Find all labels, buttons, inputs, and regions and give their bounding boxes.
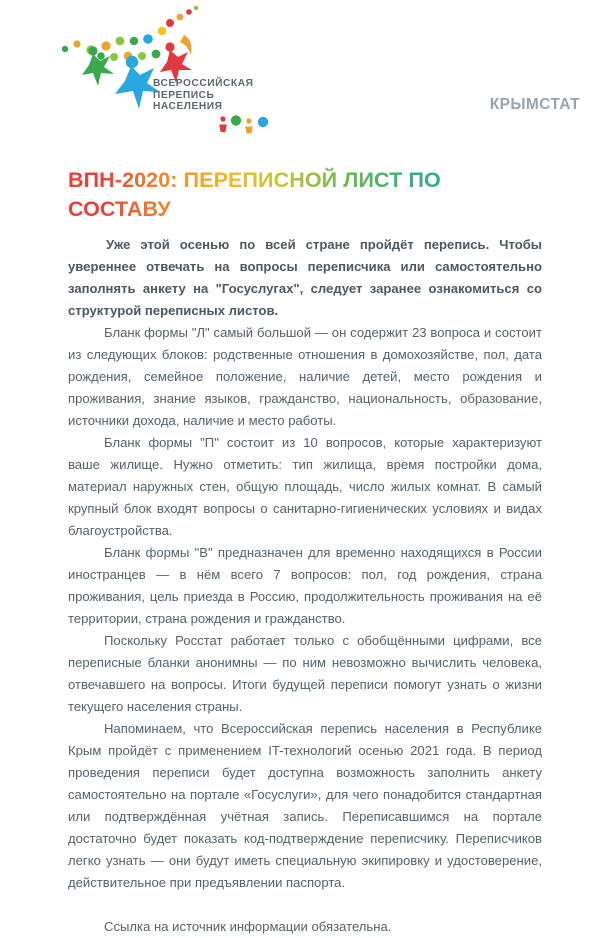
census-logo-graphic xyxy=(44,4,244,144)
year-glyph-2-red xyxy=(219,116,227,132)
logo-wordmark xyxy=(153,78,253,113)
paragraph-lead: Уже этой осенью по всей стране пройдёт перепись. Чтобы увереннее отвечать на вопросы переписчика или самостоятельно заполнять анкету на "Госуслугах", следует заранее ознакомиться со структурой переписных листов. xyxy=(68,237,542,318)
logo-wordmark-line-2: ПЕРЕПИСЬ xyxy=(153,89,215,101)
paragraph-form-v: Бланк формы "В" предназначен для временно находящихся в России иностранцев — в нём всего 7 вопросов: пол, год рождения, страна проживания, цель приезда в Россию, продолжительность проживания на её территории, страна рождения и гражданство. xyxy=(68,545,542,626)
logo-wordmark-line-1: ВСЕРОССИЙСКАЯ xyxy=(153,78,254,89)
year-glyph-0-blue xyxy=(258,117,268,127)
paragraph-form-l: Бланк формы "Л" самый большой — он содержит 23 вопроса и состоит из следующих блоков: родственные отношения в домохозяйстве, пол, дата рождения, семейное положение, наличие детей, место рождения и проживания, знание языков, гражданство, национальность, образование, источники дохода, наличие и место работы. xyxy=(68,325,542,428)
logo-figure-red xyxy=(160,42,192,83)
logo-figure-green xyxy=(82,46,114,86)
logo-year-2020 xyxy=(216,112,272,138)
source-footnote: Ссылка на источник информации обязательна. xyxy=(104,919,392,934)
paragraph-rosstat: Поскольку Росстат работает только с обобщёнными цифрами, все переписные бланки анонимны — по ним невозможно вычислить человека, отвечавшего на вопросы. Итоги будущей переписи помогут узнать о жизни текущего населения страны. xyxy=(68,633,542,714)
logo-swoosh-orange xyxy=(180,35,192,55)
year-glyph-0-green xyxy=(231,115,241,125)
document-header xyxy=(0,0,604,152)
page-title: ВПН-2020: ПЕРЕПИСНОЙ ЛИСТ ПО СОСТАВУ xyxy=(68,166,542,224)
logo-confetti-dots xyxy=(62,6,198,61)
paragraph-form-p: Бланк формы "П" состоит из 10 вопросов, которые характеризуют ваше жилище. Нужно отметить: тип жилища, время постройки дома, материал наружных стен, общую площадь, число жилых комнат. В самый крупный блок входят вопросы о санитарно-гигиенических условиях и видах благоустройства. xyxy=(68,435,542,538)
census-logo xyxy=(44,4,254,144)
organization-name: КРЫМСТАТ xyxy=(489,96,580,113)
logo-wordmark-line-3: НАСЕЛЕНИЯ xyxy=(153,101,223,113)
year-glyph-2-orange xyxy=(245,118,253,133)
paragraph-reminder: Напоминаем, что Всероссийская перепись населения в Республике Крым пройдёт с применением IT-технологий осенью 2021 года. В период проведения переписи будет доступна возможность заполнить анкету самостоятельно на портале «Госуслуги», для чего понадобится стандартная или подтверждённая учётная запись. Переписавшимся на портале достаточно будет показать код-подтверждение переписчику. Переписчиков легко узнать — они будут иметь специальную экипировку и удостоверение, действительное при предъявлении паспорта. xyxy=(68,721,542,890)
document-body xyxy=(68,234,542,938)
